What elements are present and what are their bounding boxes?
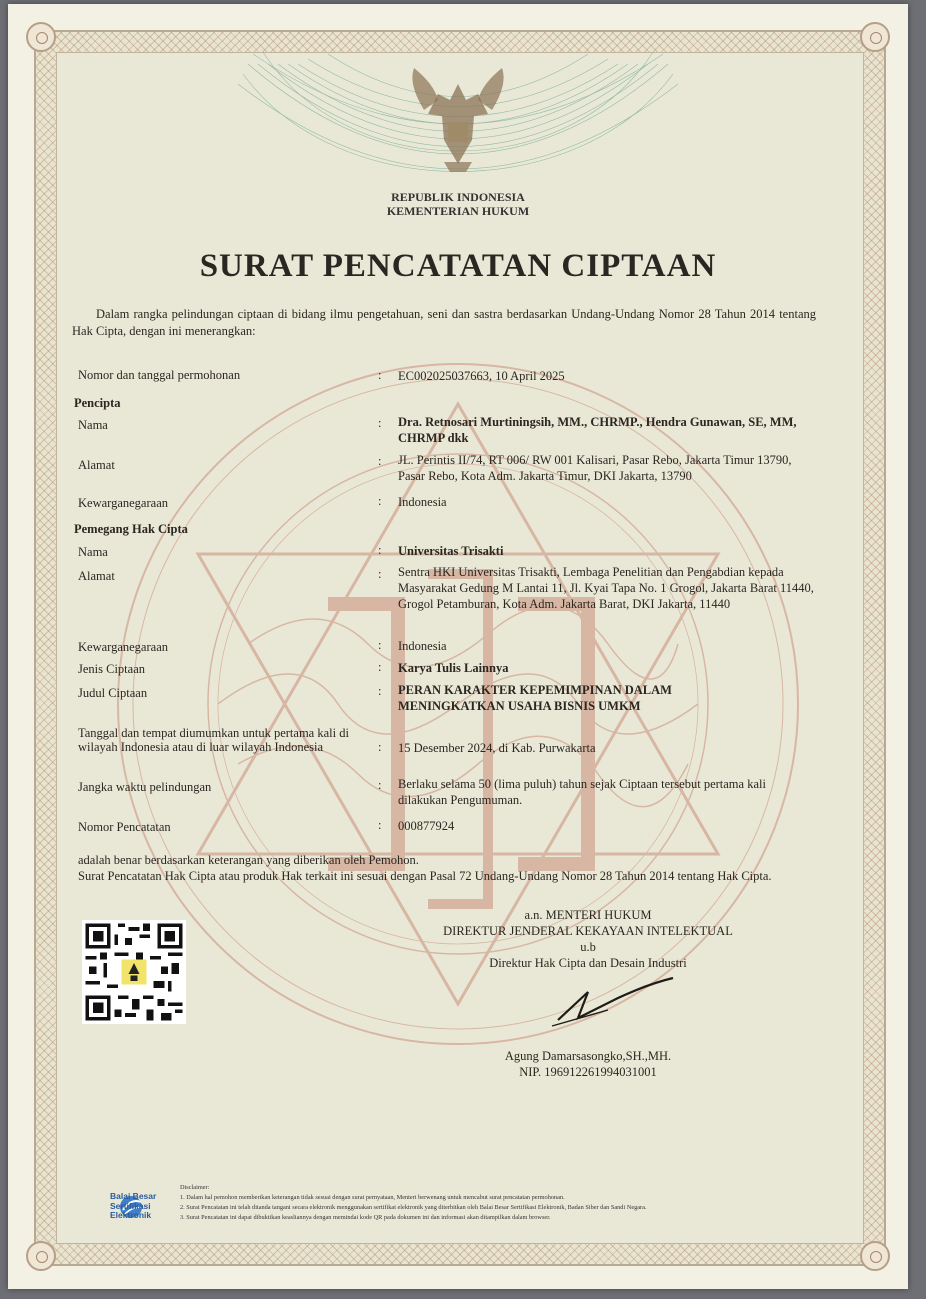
pemegang-alamat-label: Alamat xyxy=(78,569,115,583)
bsre-line-2: Sertifikasi xyxy=(110,1200,151,1211)
bsre-line-3: Elektronik xyxy=(110,1210,152,1220)
kementerian-label: KEMENTERIAN HUKUM xyxy=(386,204,530,218)
page-title: SURAT PENCATATAN CIPTAAN xyxy=(199,248,717,284)
pencipta-nama-label: Nama xyxy=(78,418,108,432)
nomor-value: EC002025037663, 10 April 2025 xyxy=(398,369,565,383)
colon: : xyxy=(378,740,382,754)
bsre-line-1: Balai Besar xyxy=(110,1191,157,1201)
colon: : xyxy=(378,368,382,382)
certificate-sheet xyxy=(8,4,908,1289)
disclaimer-item: 2. Surat Pencatatan ini telah ditanda tangani secara elektronik menggunakan sertifikat elektronik yang diterbitkan oleh Balai Besar Sertifikasi Elektronik, Badan Siber dan Sandi Negara. xyxy=(180,1204,647,1211)
colon: : xyxy=(378,818,382,832)
jangka-label: Jangka waktu pelindungan xyxy=(78,780,212,794)
pemegang-warga-value: Indonesia xyxy=(398,639,447,653)
pencipta-warga-label: Kewarganegaraan xyxy=(78,496,168,510)
jenis-value: Karya Tulis Lainnya xyxy=(398,661,509,675)
footer-line-2: Surat Pencatatan Hak Cipta atau produk Hak terkait ini sesuai dengan Pasal 72 Undang-Undang Nomor 28 Tahun 2014 tentang Hak Cipta. xyxy=(78,869,772,883)
republik-label: REPUBLIK INDONESIA xyxy=(391,190,525,204)
nomor-pencatatan-value: 000877924 xyxy=(398,819,455,833)
disclaimer-item: 3. Surat Pencatatan ini dapat dibuktikan keasliannya dengan memindai kode QR pada dokumen ini dan informasi akan ditampilkan dalam browser. xyxy=(180,1214,551,1221)
disclaimer-item: 1. Dalam hal pemohon memberikan keterangan tidak sesuai dengan surat pernyataan, Menteri berwenang untuk mencabut surat pencatatan permohonan. xyxy=(180,1194,565,1201)
colon: : xyxy=(378,684,382,698)
qr-code-icon[interactable] xyxy=(82,920,186,1024)
tanggal-value: 15 Desember 2024, di Kab. Purwakarta xyxy=(398,741,596,755)
colon: : xyxy=(378,638,382,652)
colon: : xyxy=(378,660,382,674)
corner-ornament xyxy=(860,22,890,52)
pencipta-warga-value: Indonesia xyxy=(398,495,447,509)
colon: : xyxy=(378,494,382,508)
pencipta-nama-value: Dra. Retnosari Murtiningsih, MM., CHRMP., Hendra Gunawan, SE, MM, CHRMP dkk xyxy=(398,415,797,445)
corner-ornament xyxy=(26,1241,56,1271)
sign-an: a.n. MENTERI HUKUM xyxy=(524,908,652,922)
footer-line-1: adalah benar berdasarkan keterangan yang diberikan oleh Pemohon. xyxy=(78,853,419,867)
colon: : xyxy=(378,543,382,557)
colon: : xyxy=(378,454,382,468)
nomor-pencatatan-label: Nomor Pencatatan xyxy=(78,820,171,834)
colon: : xyxy=(378,567,382,581)
pencipta-heading: Pencipta xyxy=(74,396,121,410)
garuda-icon xyxy=(412,68,503,172)
signature-icon xyxy=(548,970,678,1030)
pencipta-alamat-value: JL. Perintis II/74, RT 006/ RW 001 Kalisari, Pasar Rebo, Jakarta Timur 13790, Pasar Rebo, Kota Adm. Jakarta Timur, DKI Jakarta, 13790 xyxy=(398,453,792,483)
sign-nip: NIP. 196912261994031001 xyxy=(519,1065,657,1079)
jangka-value: Berlaku selama 50 (lima puluh) tahun sejak Ciptaan tersebut pertama kali dilakukan Pengumuman. xyxy=(398,777,766,807)
colon: : xyxy=(378,778,382,792)
tanggal-label: Tanggal dan tempat diumumkan untuk pertama kali di wilayah Indonesia atau di luar wilayah Indonesia xyxy=(78,726,349,754)
sign-ub: u.b xyxy=(580,940,596,954)
pencipta-alamat-label: Alamat xyxy=(78,458,115,472)
pemegang-alamat-value: Sentra HKI Universitas Trisakti, Lembaga Penelitian dan Pengabdian kepada Masyarakat Gedung M Lantai 11, Jl. Kyai Tapa No. 1 Grogol, Jakarta Barat 11440, Grogol Petamburan, Kota Adm. Jakarta Barat, DKI Jakarta, 11440 xyxy=(398,565,814,611)
sign-direktur: Direktur Hak Cipta dan Desain Industri xyxy=(489,956,687,970)
issuer-header xyxy=(8,190,908,218)
judul-label: Judul Ciptaan xyxy=(78,686,148,700)
intro-paragraph: Dalam rangka pelindungan ciptaan di bidang ilmu pengetahuan, seni dan sastra berdasarkan Undang-Undang Nomor 28 Tahun 2014 tentang Hak Cipta, dengan ini menerangkan: xyxy=(72,307,816,338)
judul-value: PERAN KARAKTER KEPEMIMPINAN DALAM MENINGKATKAN USAHA BISNIS UMKM xyxy=(398,683,672,713)
sign-dirjen: DIREKTUR JENDERAL KEKAYAAN INTELEKTUAL xyxy=(443,924,733,938)
pemegang-warga-label: Kewarganegaraan xyxy=(78,640,168,654)
colon: : xyxy=(378,416,382,430)
pemegang-heading: Pemegang Hak Cipta xyxy=(74,522,188,536)
sign-name: Agung Damarsasongko,SH.,MH. xyxy=(504,1049,672,1063)
corner-ornament xyxy=(860,1241,890,1271)
disclaimer xyxy=(180,1183,860,1223)
bsre-label xyxy=(110,1192,170,1221)
nomor-label: Nomor dan tanggal permohonan xyxy=(78,368,241,382)
pemegang-nama-label: Nama xyxy=(78,545,108,559)
pemegang-nama-value: Universitas Trisakti xyxy=(398,544,504,558)
disclaimer-heading: Disclaimer: xyxy=(180,1184,210,1191)
corner-ornament xyxy=(26,22,56,52)
jenis-label: Jenis Ciptaan xyxy=(78,662,146,676)
